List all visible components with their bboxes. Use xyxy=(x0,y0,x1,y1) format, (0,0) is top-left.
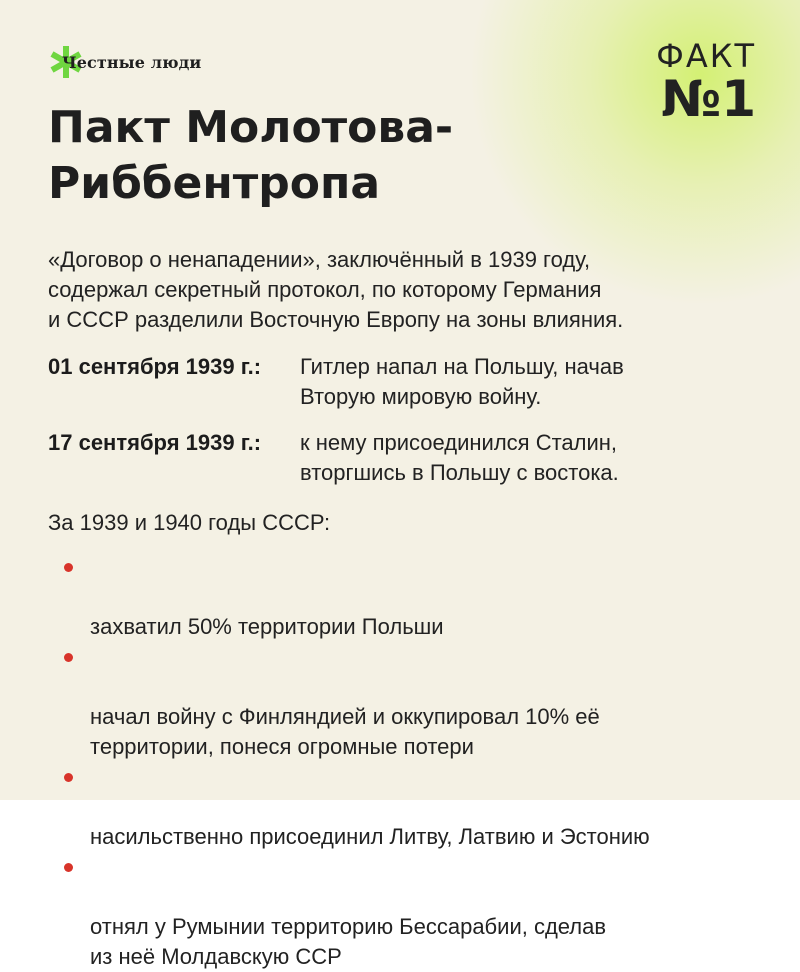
event-text: к нему присоединился Сталин, вторгшись в Польшу с востока. xyxy=(300,430,619,485)
bullet-list xyxy=(48,552,768,972)
list-item-text: начал войну с Финляндией и оккупировал 10% её территории, понеся огромные потери xyxy=(90,704,600,759)
event-date: 01 сентября 1939 г.: xyxy=(48,354,262,379)
list-item-text: захватил 50% территории Польши xyxy=(90,614,444,639)
event-row xyxy=(48,352,768,412)
list-item xyxy=(48,642,768,762)
page-title: Пакт Молотова- Риббентропа xyxy=(48,102,454,209)
bullet-dot-icon xyxy=(64,653,73,662)
brand-name: Честные люди xyxy=(62,52,202,72)
brand-logo xyxy=(48,44,201,80)
event-date: 17 сентября 1939 г.: xyxy=(48,430,262,455)
list-item xyxy=(48,552,768,642)
intro-paragraph: «Договор о ненападении», заключённый в 1939 году, содержал секретный протокол, по которому Германия и СССР разделили Восточную Европу на зоны влияния. xyxy=(48,247,624,332)
event-text: Гитлер напал на Польшу, начав Вторую мировую войну. xyxy=(300,354,624,409)
list-item xyxy=(48,762,768,852)
fact-number: №1 xyxy=(661,70,756,128)
list-item xyxy=(48,852,768,972)
list-item-text: отнял у Румынии территорию Бессарабии, сделав из неё Молдавскую ССР xyxy=(90,914,607,969)
event-row xyxy=(48,428,768,488)
bullet-dot-icon xyxy=(64,773,73,782)
fact-word: ФАКТ xyxy=(656,37,756,75)
list-item-text: насильственно присоединил Литву, Латвию и Эстонию xyxy=(90,824,650,849)
bullet-dot-icon xyxy=(64,863,73,872)
bullet-dot-icon xyxy=(64,563,73,572)
period-heading: За 1939 и 1940 годы СССР: xyxy=(48,510,331,535)
fact-badge xyxy=(656,37,756,128)
